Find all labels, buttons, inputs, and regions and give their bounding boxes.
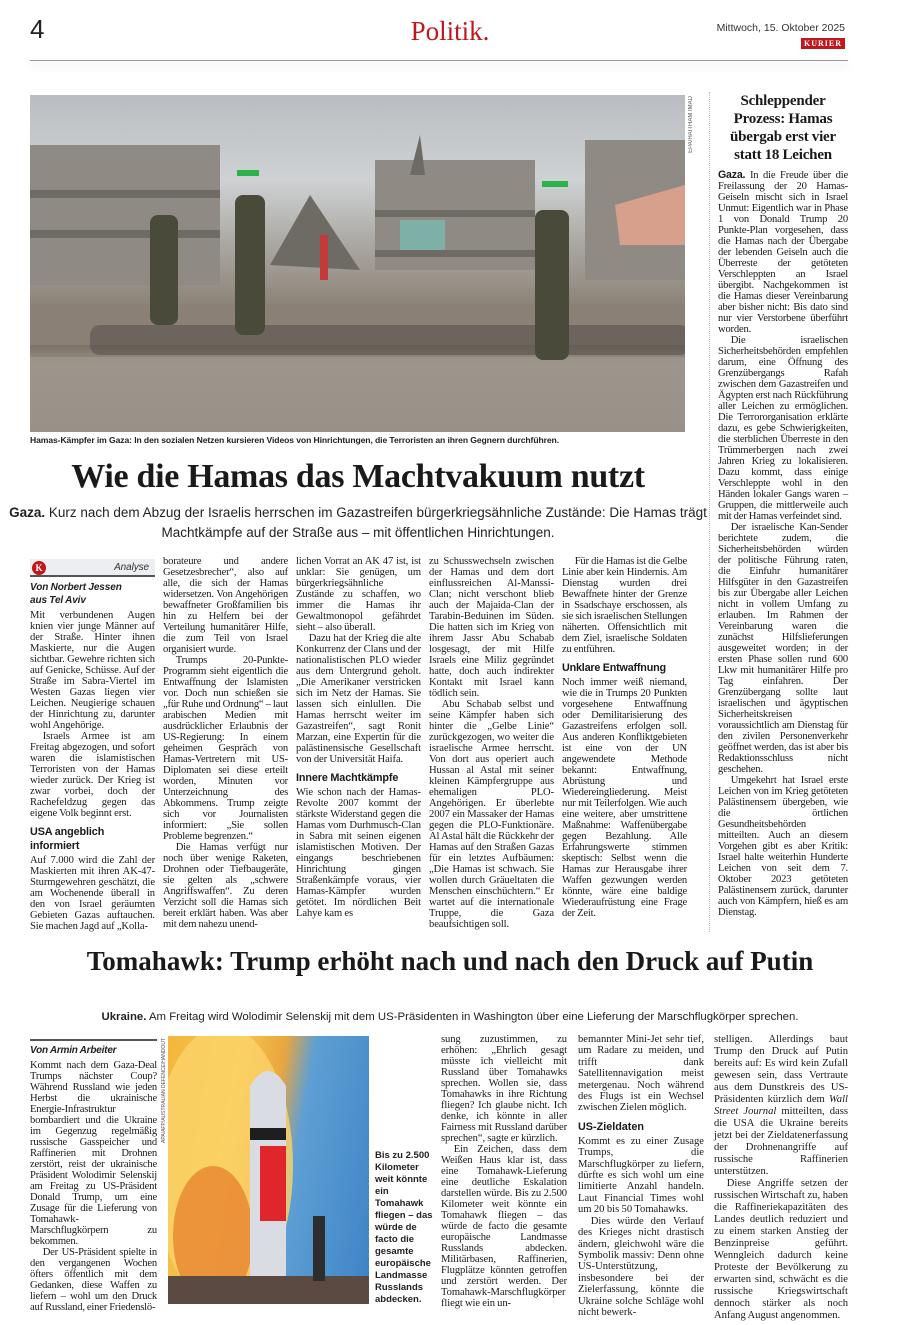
header-divider [30,60,848,61]
paragraph: Umgekehrt hat Israel erste Leichen von im Krieg getöteten Palästinensern übergeben, wie die örtlichen Gesundheitsbehörden mitteilten. Auch an diesem Vorgehen gibt es aber Kritik: Israel halte weiterhin Hunderte Leichen von seit dem 7. Oktober 2023 getöteten Palästinensern zurück, darunter auch von Kämpfern, hieß es am Dienstag. [718,775,848,918]
paragraph: Kommt es zu einer Zusage Trumps, die Marschflugkörper zu liefern, dürfte es sich wohl um eine limitierte Anzahl handeln. Laut Financial Times wohl um 20 bis 50 Tomahawks. [578,1135,704,1216]
paragraph: bemannter Mini-Jet sehr tief, um Radare zu meiden, und trifft dank Satellitennavigation meist metergenau. Noch während des Flugs ist ein Wechsel zwischen Zielen möglich. [578,1034,704,1114]
paragraph: Kommt nach dem Gaza-Deal Trumps nächster Coup? Während Russland wie jeden Herbst die ukrainische Energie-Infrastruktur bombardiert und die Ukraine im Gegenzug regelmäßig russische Gasspeicher und Raffinerien mit Drohnen zerstört, reist der ukrainische Präsident Wolodimir Selenskij am Freitag zu US-Präsident Donald Trump, um eine Zusage für die Lieferung von Tomahawk-Marschflugkörpern zu bekommen. [30,1060,157,1247]
standfirst-lead: Gaza. [9,505,46,520]
paragraph: zu Schusswechseln zwischen der Hamas und dem dort einflussreichen Al-Manssi-Clan; nicht verschont blieb auch der Majaida-Clan der Tarabin-Beduinen im Süden. Die hatten sich im Krieg von ihrem Jassr Abu Schabab losgesagt, der mit Hilfe Israels eine Miliz gegründet hatte, doch auch indirekter Kontakt mit Israel kann tödlich sein. [429,556,554,699]
author: Von Norbert Jessen [30,582,122,593]
standfirst-text: Kurz nach dem Abzug der Israelis herrschen im Gazastreifen bürgerkriegsähnliche Zustände: Die Hamas trägt Machtkämpfe auf der Straße aus – mit öffentlichen Hinrichtungen. [45,505,707,540]
publication-name: Wall Street Journal [714,1094,848,1117]
paragraph: Ein Zeichen, dass dem Weißen Haus klar ist, dass eine Tomahawk-Lieferung eine deutliche Eskalation darstellen würde. Bis zu 2.500 Kilometer weit könnte ein Tomahawk fliegen – das würde de facto die gesamte europäische Landmasse Russlands abdecken. Militärbasen, Raffinerien, Flugplätze könnten getroffen und zerstört werden. Der Tomahawk-Marschflugkörper fliegt wie ein un- [441,1144,567,1309]
paragraph [718,170,848,335]
photo-credit: EPA/HAITHAM IMAD [688,96,694,153]
column-1 [30,1039,157,1313]
paragraph: Die Hamas verfügt nur noch über wenige Raketen, Drohnen oder Tiefbaugeräte, sie gelten als „schwere Angriffswaffen“. Zu deren Verzicht soll die Hamas sich bereit erklärt haben. Was aber mit dem nahezu unend- [163,842,288,930]
paragraph-text: In die Freude über die Freilassung der 20 Hamas-Geiseln mischt sich in Israel Unmut: Eigentlich war in Phase 1 von Donald Trump 20 Punkte-Plan vorgesehen, dass die Hamas nach der Übergabe der lebenden Geiseln auch die Überreste der getöteten Verschleppten an Israel übergibt. Nachgekommen ist die Hamas dieser Vereinbarung aber bisher nicht: Bis dato sind nur vier Verstorbene überführt worden. [718,170,848,335]
paragraph: Dies würde den Verlauf des Krieges nicht drastisch ändern, gleichwohl wäre die Symbolik massiv: Denn ohne US-Unterstützung, insbesondere bei der Zielerfassung, könnte die Ukraine solche Schläge wohl nicht bewerk- [578,1215,704,1318]
missile-launch-illustration [168,1036,369,1304]
subheading: US-Zieldaten [578,1120,644,1133]
standfirst-text: Am Freitag wird Wolodimir Selenskij mit dem US-Präsidenten in Washington über eine Lieferung der Marschflugkörper sprechen. [146,1011,799,1023]
paragraph: Der US-Präsident spielte in den vergangenen Wochen öfters öffentlich mit dem Gedanken, diese Waffen zu liefern – wohl um den Druck auf Russland, einer Friedenslö- [30,1247,157,1313]
analysis-label [30,559,155,577]
gaza-photo [30,95,685,432]
headline: Tomahawk: Trump erhöht nach und nach den Druck auf Putin [86,946,814,976]
section-title: Politik. [410,16,490,46]
column-3 [578,1034,704,1318]
headline: Wie die Hamas das Machtvakuum nutzt [71,458,645,495]
issue-date: Mittwoch, 15. Oktober 2025 [716,22,845,34]
paragraph: lichen Vorrat an AK 47 ist, ist unklar: Sie genügen, um bürgerkriegsähnliche Zustände zu schaffen, wo immer die Hamas ihr Gewaltmonopol gefährdet sieht – also überall. [296,556,421,633]
paragraph-text: mitteilten, dass die USA die Ukraine bereits jetzt bei der Zieldatenerfassung der Drohnenangriffe auf russische Raffinerien unterstützen. [714,1106,848,1177]
paragraph: Für die Hamas ist die Gelbe Linie aber kein Hindernis. Am Dienstag wurden drei Bewaffnete hinter der Grenze in Ssadschaye erschossen, als sie sich israelischen Stellungen näherten. Offensichtlich mit dem Ziel, israelische Soldaten zu entführen. [562,556,687,655]
gaza-ruins-illustration [30,95,685,432]
paragraph: Diese Angriffe setzen der russischen Wirtschaft zu, haben die Raffineriekapazitäten des Landes deutlich reduziert und zu einem starken Anstieg der Benzinpreise geführt. Wenngleich dadurch keine Proteste der Bevölkerung zu erwarten sind, schwächt es die russische Kriegswirtschaft dennoch stärker als noch Anfang August angenommen. [714,1178,848,1321]
label-text: Analyse [114,562,149,573]
paragraph: Israels Armee ist am Freitag abgezogen, und sofort waren die islamistischen Terroristen von der Hamas wieder zurück. Der Krieg ist zwar vorbei, doch der Rachefeldzug gegen das eigene Volk beginnt erst. [30,731,155,819]
standfirst-lead: Ukraine. [101,1011,147,1023]
tomahawk-photo [168,1036,369,1304]
paragraph: Wie schon nach der Hamas-Revolte 2007 kommt der stärkste Widerstand gegen die Hamas vom Durhmusch-Clan in Sabra mit seinen eigenen islamistischen Motiven. Der eingangs beschriebenen Hinrichtung gingen Straßenkämpfe voraus, vier Hamas-Kämpfer wurden getötet. Im nördlichen Beit Lahye kam es [296,787,421,919]
page-number: 4 [30,14,45,44]
column-2 [441,1034,567,1309]
column-divider [709,92,710,932]
paragraph: Noch immer weiß niemand, wie die in Trumps 20 Punkten vorgesehene Entwaffnung oder Demilitarisierung des Gazastreifens erfolgen soll. Aus anderen Konfliktgebieten ist eine von der UN angewendete Methode bekannt: Entwaffnung, Abrüstung und Wiedereingliederung. Meist nur mit Teilerfolgen. Wie auch eine weitere, aber umstrittene Maßnahme: Waffenübergabe gegen Bezahlung. Alle Erfahrungswerte stimmen skeptisch: Selbst wenn die Hamas zur Herausgabe ihrer Waffen gezwungen werden könnte, wäre eine baldige Wiederaufrüstung eine Frage der Zeit. [562,677,687,919]
sidebar-headline: Schleppender Prozess: Hamas übergab erst vier statt 18 Leichen [730,93,836,163]
paragraph: Die israelischen Sicherheitsbehörden empfehlen darum, eine Öffnung des Grenzübergangs Rafah zwischen dem Gazastreifen und Ägypten erst nach Rückführung aller Leichen zu ermöglichen. Die Terrororganisation erklärte dazu, es gebe Schwierigkeiten, die sterblichen Überreste in den Trümmerbergen nach zwei Jahren Krieg zu lokalisieren. Dazu kommt, dass einige Verschleppte wohl in den Händen lokaler Gangs waren – Gruppen, die mittlerweile auch mit der Hamas verfeindet sind. [718,335,848,522]
standfirst [8,503,708,543]
sidebar-article [718,92,848,918]
paragraph-text: stelligen. Allerdings baut Trump den Druck auf Putin bereits auf: Es wird kein Zufall gewesen sein, dass Vertraute aus dem Dunstkreis des US-Präsidenten kürzlich dem [714,1034,848,1105]
dateline: Gaza. [718,169,746,181]
column-4 [429,556,554,930]
paragraph: Trumps 20-Punkte-Programm sieht eigentlich die Entwaffnung der Islamisten vor. Doch nun schießen sie „für Ruhe und Ordnung“ – laut arabischen Medien mit ausdrücklicher Erlaubnis der US-Regierung: In einem geheimen Gespräch von Hamas-Vertretern mit US-Diplomaten sei diese erteilt worden, Minuten vor Unterzeichnung des Abkommens. Trump zeigte sich vor Journalisten informiert: „Sie sollen Probleme begrenzen.“ [163,655,288,842]
photo-credit: APA/AFP/AUSTRALIAN DEFENCE/HANDOUT [161,1038,167,1143]
column-4 [714,1034,848,1322]
standfirst [20,1011,880,1023]
brand-logo: KURIER [801,38,845,49]
column-2 [163,556,288,930]
paragraph: Dazu hat der Krieg die alte Konkurrenz der Clans und der nationalistischen PLO wieder aus dem Untergrund geholt. „Die Amerikaner verstricken sich im Netz der Hamas. Sie lassen sich einlullen. Die Hamas herrscht weiter im Gazastreifen“, sagt Ronit Marzan, eine Expertin für die palästinensische Gesellschaft von der Universität Haifa. [296,633,421,765]
paragraph: Auf 7.000 wird die Zahl der Maskierten mit ihren AK-47-Sturmgewehren geschätzt, die am Wochenende überall in den von Israel geräumten Gebieten Gazas auftauchen. Sie machen Jagd auf „Kolla- [30,855,155,932]
column-5 [562,556,687,919]
paragraph: Abu Schabab selbst und seine Kämpfer haben sich hinter die „Gelbe Linie“ zurückgezogen, wo weiter die israelische Armee herrscht. Von dort aus operiert auch Hussan al Astal mit seiner kleinen Kämpfergruppe aus ehemaligen PLO-Angehörigen. Er überlebte 2007 ein Massaker der Hamas gegen die PLO-Funktionäre. Al Astal hält die Rückkehr der Hamas auf den Straßen Gazas für ein letztes Aufbäumen: „Die Hamas ist schwach. Sie wollen durch Gräueltaten die Menschen einschüchtern.“ Er wartet auf die internationale Truppe, die Gaza beaufsichtigen soll. [429,699,554,930]
subheading: Innere Machtkämpfe [296,772,399,784]
paragraph: Mit verbundenen Augen knien vier junge Männer auf der Straße. Hinter ihnen Maskierte, nur die Augen sichtbar. Gewehre richten sich auf Genicke, Schüsse. Auf der Straße im Sabra-Viertel im Westen Gazas liegen vier Leichen. Neugierige schauen der Hinrichtung zu, darunter wohl Angehörige. [30,610,155,731]
paragraph: borateure und andere Gesetzesbrecher“, also auf alle, die sich der Hamas widersetzen. Von Angehörigen bewaffneter Großfamilien bis hin zu Helfern bei der Verteilung humanitärer Hilfe, die zum Teil von Israel organisiert wurde. [163,556,288,655]
paragraph: Der israelische Kan-Sender berichtete zudem, die Sicherheitsbehörden würden der politische Führung raten, die Einfuhr humanitärer Hilfsgüter in den Gazastreifen bis zur Übergabe aller Leichen nicht in vollem Umfang zu erlauben. Im Rahmen der Vereinbarung waren die zunächst Hilfslieferungen ausgeweitet worden; in der ersten Phase sollen rund 600 Lkw mit humanitärer Hilfe pro Tag einfahren. Der Grenzübergang sollte laut israelischen und ägyptischen Sicherheitskreisen voraussichtlich am Dienstag für den zivilen Personenverkehr geöffnet werden, das ist aber bis Redaktionsschluss nicht geschehen. [718,522,848,775]
kurier-k-icon: K [32,561,46,575]
photo-caption: Hamas-Kämpfer im Gaza: In den sozialen Netzen kursieren Videos von Hinrichtungen, die Terroristen an ihren Gegnern durchführen. [30,435,559,445]
byline [30,581,155,607]
photo-caption: Bis zu 2.500 Kilometer weit könnte ein Tomahawk fliegen – das würde de facto die gesamte europäische Landmasse Russlands abdecken. [375,1150,433,1305]
paragraph [714,1034,848,1178]
subheading: USA angeblich informiert [30,826,105,852]
subheading: Unklare Entwaffnung [562,662,666,674]
column-1 [30,559,155,932]
paragraph: sung zuzustimmen, zu erhöhen: „Ehrlich gesagt müsste ich vielleicht mit Russland über Tomahawks sprechen. Wollen sie, dass Tomahawks in ihre Richtung fliegen? Ich glaube nicht. Ich denke, ich könnte in aller Fairness mit Russland darüber sprechen“, sagte er kürzlich. [441,1034,567,1144]
column-3 [296,556,421,919]
byline: Von Armin Arbeiter [30,1045,117,1056]
byline-rule [30,1039,157,1041]
location: aus Tel Aviv [30,595,86,606]
